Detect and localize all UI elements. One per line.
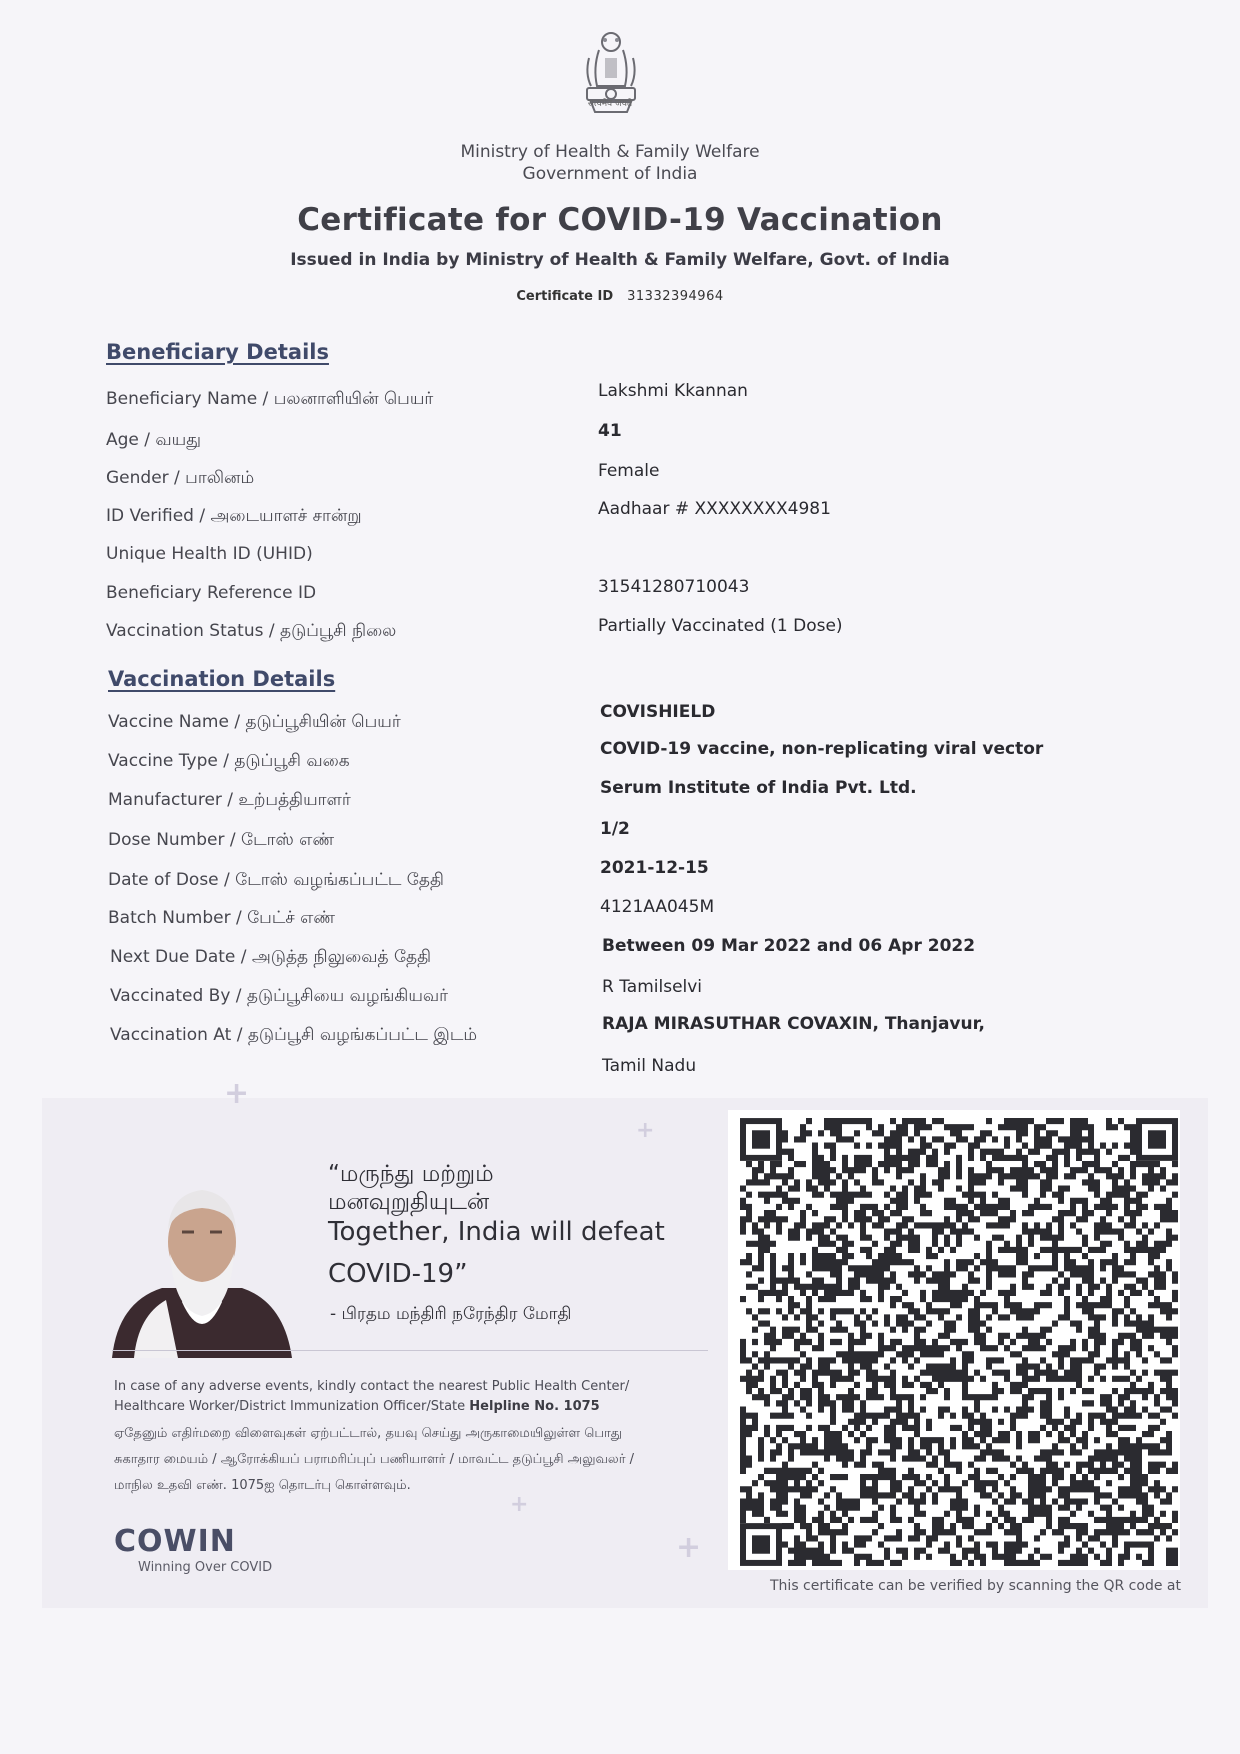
quote-english-line2: COVID-19”	[328, 1259, 468, 1289]
quote-tamil-line1: “மருந்து மற்றும்	[328, 1161, 494, 1187]
next-due-date-value: Between 09 Mar 2022 and 06 Apr 2022	[602, 936, 976, 956]
dose-number-label: Dose Number / டோஸ் எண்	[108, 830, 335, 850]
vaccine-name-label: Vaccine Name / தடுப்பூசியின் பெயர்	[108, 712, 401, 732]
gender-label: Gender / பாலினம்	[106, 468, 255, 488]
vaccination-status-value: Partially Vaccinated (1 Dose)	[598, 616, 843, 636]
issued-by-line: Issued in India by Ministry of Health & Family Welfare, Govt. of India	[290, 250, 950, 270]
beneficiary-reference-value: 31541280710043	[598, 577, 750, 597]
vaccine-name-value: COVISHIELD	[600, 702, 716, 722]
plus-decoration-icon: +	[676, 1530, 702, 1565]
certificate-id	[440, 289, 800, 304]
qr-code-icon	[740, 1118, 1178, 1566]
government-name: Government of India	[522, 164, 698, 184]
vaccination-at-value-line2: Tamil Nadu	[602, 1056, 697, 1076]
certificate-id-label: Certificate ID	[516, 289, 614, 304]
certificate-title: Certificate for COVID-19 Vaccination	[297, 202, 943, 238]
adverse-events-en-line2	[114, 1397, 714, 1417]
quote-english-line1: Together, India will defeat	[328, 1217, 665, 1247]
banner-divider	[112, 1350, 708, 1351]
age-label: Age / வயது	[106, 430, 202, 450]
vaccination-status-label: Vaccination Status / தடுப்பூசி நிலை	[106, 621, 397, 641]
emblem-motto: सत्यमेव जयते	[587, 99, 633, 109]
ministry-name: Ministry of Health & Family Welfare	[460, 142, 760, 162]
vaccination-details-heading: Vaccination Details	[108, 667, 336, 691]
beneficiary-reference-label: Beneficiary Reference ID	[106, 583, 317, 603]
vaccinated-by-label: Vaccinated By / தடுப்பூசியை வழங்கியவர்	[110, 986, 449, 1006]
beneficiary-details-heading: Beneficiary Details	[106, 340, 329, 364]
vaccine-type-value: COVID-19 vaccine, non-replicating viral vector	[600, 739, 1044, 759]
beneficiary-name-label: Beneficiary Name / பலனாளியின் பெயர்	[106, 389, 434, 409]
prime-minister-portrait	[112, 1170, 292, 1358]
id-verified-label: ID Verified / அடையாளச் சான்று	[106, 506, 362, 526]
date-of-dose-value: 2021-12-15	[600, 858, 709, 878]
manufacturer-label: Manufacturer / உற்பத்தியாளர்	[108, 790, 351, 810]
quote-tamil-line2: மனவுறுதியுடன்	[328, 1189, 490, 1215]
manufacturer-value: Serum Institute of India Pvt. Ltd.	[600, 778, 917, 798]
verify-instructions: This certificate can be verified by scanning the QR code at	[770, 1578, 1181, 1594]
adverse-events-ta-line1: ஏதேனும் எதிர்மறை விளைவுகள் ஏற்பட்டால், தயவு செய்து அருகாமையிலுள்ள பொது	[114, 1426, 623, 1441]
national-emblem-icon	[575, 28, 647, 134]
quote-attribution: - பிரதம மந்திரி நரேந்திர மோதி	[330, 1304, 572, 1324]
batch-number-value: 4121AA045M	[600, 897, 715, 917]
adverse-events-ta-line3: மாநில உதவி எண். 1075ஐ தொடர்பு கொள்ளவும்.	[114, 1478, 411, 1493]
vaccinated-by-value: R Tamilselvi	[602, 977, 703, 997]
dose-number-value: 1/2	[600, 819, 630, 839]
vaccine-type-label: Vaccine Type / தடுப்பூசி வகை	[108, 751, 350, 771]
adverse-events-ta-line2: சுகாதார மையம் / ஆரோக்கியப் பராமரிப்புப் பணியாளர் / மாவட்ட தடுப்பூசி அலுவலர் /	[114, 1452, 635, 1467]
cowin-tagline: Winning Over COVID	[138, 1560, 273, 1575]
vaccination-at-label: Vaccination At / தடுப்பூசி வழங்கப்பட்ட இடம்	[110, 1025, 478, 1045]
certificate-id-value: 31332394964	[627, 289, 724, 304]
beneficiary-name-value: Lakshmi Kkannan	[598, 381, 748, 401]
helpline-number: Helpline No. 1075	[469, 1399, 600, 1414]
plus-decoration-icon: +	[636, 1118, 655, 1143]
cowin-logo: COWIN	[114, 1524, 236, 1559]
date-of-dose-label: Date of Dose / டோஸ் வழங்கப்பட்ட தேதி	[108, 870, 444, 890]
gender-value: Female	[598, 461, 660, 481]
uhid-label: Unique Health ID (UHID)	[106, 544, 313, 564]
plus-decoration-icon: +	[224, 1076, 250, 1111]
adverse-events-en-line1: In case of any adverse events, kindly contact the nearest Public Health Center/	[114, 1379, 630, 1394]
id-verified-value: Aadhaar # XXXXXXXX4981	[598, 499, 831, 519]
adverse-events-en-text: Healthcare Worker/District Immunization Officer/State	[114, 1399, 470, 1414]
next-due-date-label: Next Due Date / அடுத்த நிலுவைத் தேதி	[110, 947, 432, 967]
batch-number-label: Batch Number / பேட்ச் எண்	[108, 908, 336, 928]
age-value: 41	[598, 421, 622, 441]
plus-decoration-icon: +	[510, 1492, 529, 1517]
vaccination-at-value: RAJA MIRASUTHAR COVAXIN, Thanjavur,	[602, 1014, 985, 1034]
